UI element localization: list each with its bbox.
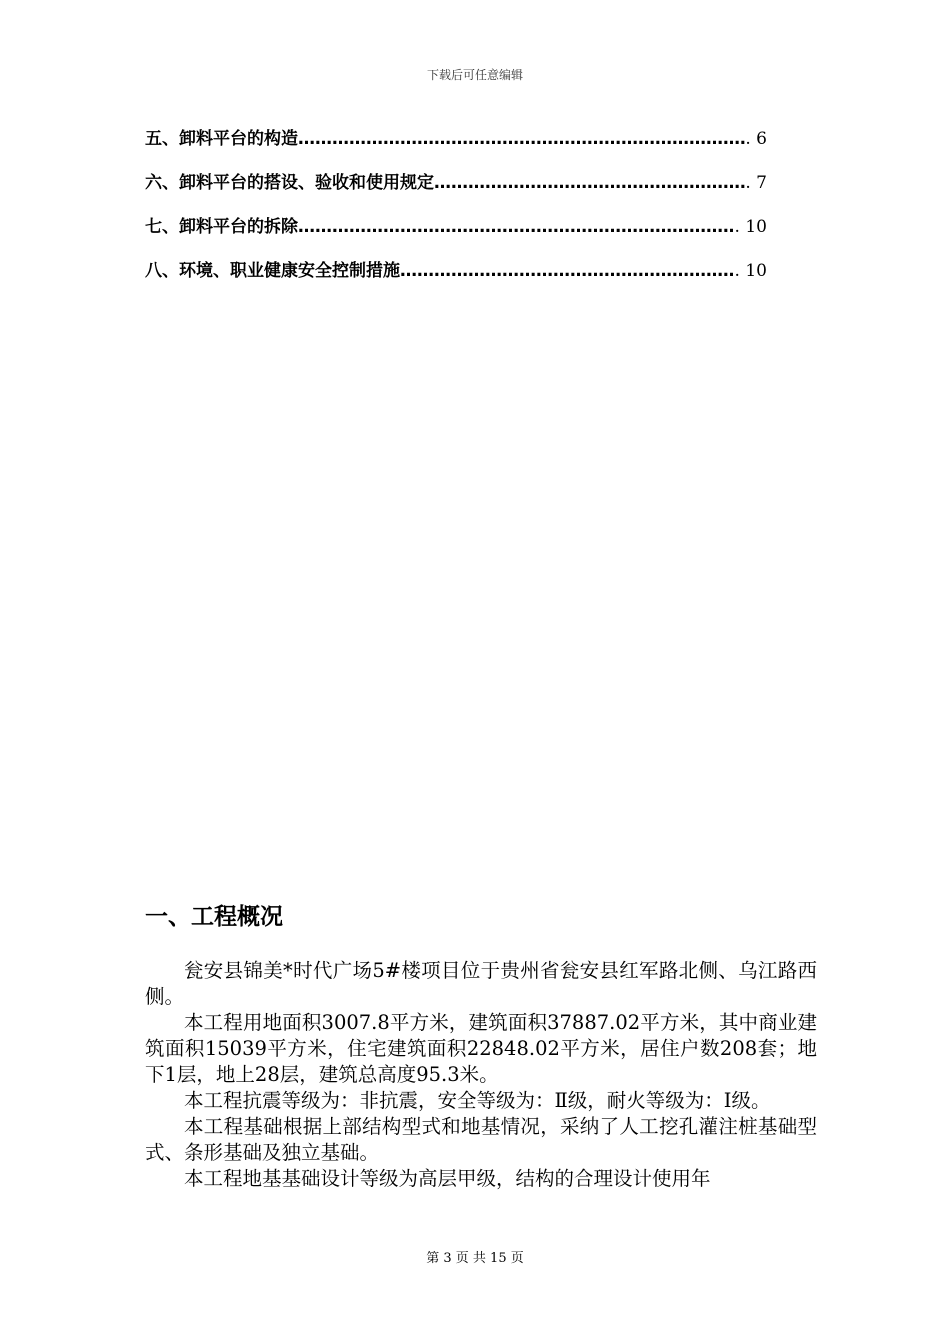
toc-entry-page: . 6 [745, 129, 767, 149]
toc-entry[interactable] [145, 168, 767, 212]
toc-entry[interactable] [145, 212, 767, 256]
toc-entry-page: . 7 [745, 173, 767, 193]
toc-entry-page: . 10 [734, 217, 767, 237]
toc-entry-label: 七、卸料平台的拆除 [145, 217, 298, 237]
table-of-contents [145, 124, 767, 300]
toc-entry-label: 八、环境、职业健康安全控制措施 [145, 261, 400, 281]
body-paragraph: 本工程地基基础设计等级为高层甲级，结构的合理设计使用年 [184, 1167, 711, 1190]
toc-leader-dots [298, 129, 745, 149]
toc-leader-dots [434, 173, 745, 193]
section-heading: 一、工程概况 [145, 904, 283, 930]
toc-entry[interactable] [145, 124, 767, 168]
body-paragraph: 本工程抗震等级为：非抗震，安全等级为：Ⅱ级，耐火等级为：Ⅰ级。 [184, 1089, 771, 1112]
toc-entry-label: 六、卸料平台的搭设、验收和使用规定 [145, 173, 434, 193]
page-footer: 第 3 页 共 15 页 [426, 1251, 524, 1266]
body-paragraph: 瓮安县锦美*时代广场5#楼项目位于贵州省瓮安县红军路北侧、乌江路西侧。 [145, 959, 817, 1008]
body-paragraph: 本工程用地面积3007.8平方米，建筑面积37887.02平方米，其中商业建筑面积15039平方米，住宅建筑面积22848.02平方米，居住户数208套；地下1层，地上28层，建筑总高度95.3米。 [145, 1011, 817, 1086]
toc-leader-dots [400, 261, 735, 281]
toc-entry-page: . 10 [734, 261, 767, 281]
page-header: 下载后可任意编辑 [426, 68, 523, 82]
body-paragraph: 本工程基础根据上部结构型式和地基情况，采纳了人工挖孔灌注桩基础型式、条形基础及独立基础。 [145, 1115, 817, 1164]
section-body [145, 958, 817, 1192]
toc-entry[interactable] [145, 256, 767, 300]
toc-leader-dots [298, 217, 735, 237]
toc-entry-label: 五、卸料平台的构造 [145, 129, 298, 149]
